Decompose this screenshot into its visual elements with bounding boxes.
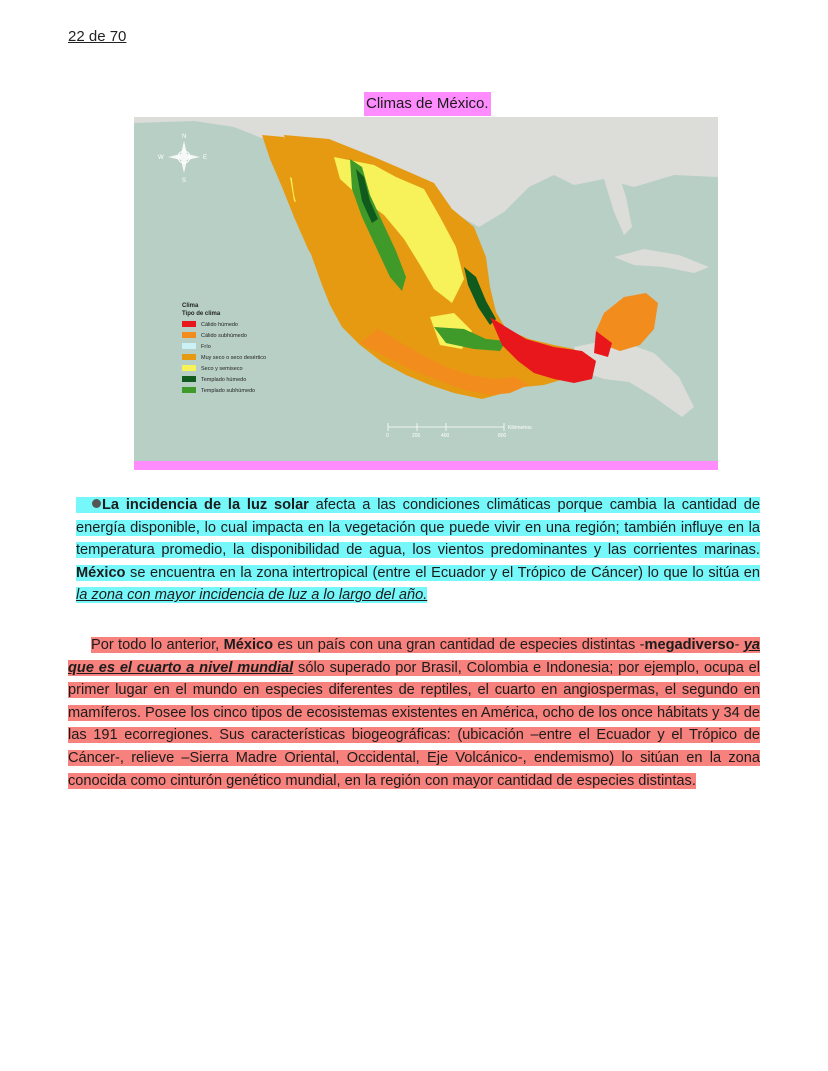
compass-west-label: W <box>158 155 164 161</box>
legend-label: Muy seco o seco desértico <box>201 355 267 361</box>
compass-south-label: S <box>182 178 187 184</box>
body-text: se encuentra en la zona intertropical (entre el Ecuador y el Trópico de Cáncer) lo que lo sitúa en <box>125 564 760 581</box>
legend-swatch <box>182 387 196 393</box>
scale-tick-label: 200 <box>412 433 421 439</box>
scale-tick-label: 400 <box>441 433 450 439</box>
legend-item <box>182 376 246 383</box>
bold-mexico: México <box>76 564 126 581</box>
compass-east-label: E <box>203 155 208 161</box>
body-text: afecta a las condiciones climáticas porque cambia la cantidad de energía disponible, lo cual impacta en la vegetación que puede vivir en una región; también influye en la temperatura promedio, la disponibilidad de agua, los vientos predominantes y las corrientes marinas. <box>76 497 760 559</box>
scale-unit-label: Kilómetros <box>508 425 532 431</box>
legend-label: Templado húmedo <box>201 377 247 383</box>
figure-title: Climas de México. <box>364 92 491 116</box>
climate-map <box>134 117 718 461</box>
legend-swatch <box>182 332 196 338</box>
bold-megadiverso: megadiverso <box>644 637 735 653</box>
legend-label: Seco y semiseco <box>201 366 243 372</box>
bullet-icon <box>92 499 101 508</box>
lead-bold-text: La incidencia de la luz solar <box>102 497 309 513</box>
compass-north-label: N <box>182 134 187 140</box>
legend-item <box>182 365 243 372</box>
paragraph-solar-incidence <box>76 494 760 607</box>
legend-swatch <box>182 321 196 327</box>
bold-mexico: México <box>223 637 274 653</box>
legend-swatch <box>182 343 196 349</box>
legend-label: Cálido húmedo <box>201 322 238 328</box>
legend-swatch <box>182 376 196 382</box>
legend-subheading: Tipo de clima <box>182 311 221 317</box>
body-text: - <box>734 637 744 653</box>
legend-swatch <box>182 365 196 371</box>
scale-tick-label: 0 <box>386 433 389 439</box>
underlined-italic-text: la zona con mayor incidencia de luz a lo largo del año. <box>76 587 428 604</box>
legend-item <box>182 387 255 394</box>
legend-label: Cálido subhúmedo <box>201 333 247 339</box>
paragraph-megadiverse <box>68 634 760 792</box>
body-text: es un país con una gran cantidad de especies distintas - <box>273 637 645 653</box>
highlighted-block <box>68 637 760 789</box>
legend-item <box>182 321 238 328</box>
climate-map-figure <box>134 117 718 470</box>
legend-item <box>182 332 247 339</box>
body-text: sólo superado por Brasil, Colombia e Indonesia; por ejemplo, ocupa el primer lugar en el mundo en especies diferentes de reptiles, el cuarto en angiospermas, el segundo en mamíferos. Posee los cinco tipos de ecosistemas existentes en América, ocho de los once hábitats y 34 de las 191 ecorregiones. Sus características biogeográficas: (ubicación –entre el Ecuador y el Trópico de Cáncer-, relieve –Sierra Madre Oriental, Occidental, Eje Volcánico-, endemismo) lo sitúan en la zona conocida como cinturón genético mundial, en la región con mayor cantidad de especies distintas. <box>68 659 760 789</box>
legend-label: Frío <box>201 344 211 350</box>
legend-item <box>182 354 266 361</box>
body-text: Por todo lo anterior, <box>91 637 224 653</box>
underlined-bold-italic-text: ya que es el cuarto a nivel mundial <box>68 637 760 676</box>
highlighted-block <box>76 497 760 603</box>
scale-tick-label: 800 <box>498 433 507 439</box>
legend-swatch <box>182 354 196 360</box>
legend-label: Templado subhúmedo <box>201 388 256 394</box>
page-number: 22 de 70 <box>68 28 127 45</box>
legend-heading: Clima <box>182 303 199 309</box>
